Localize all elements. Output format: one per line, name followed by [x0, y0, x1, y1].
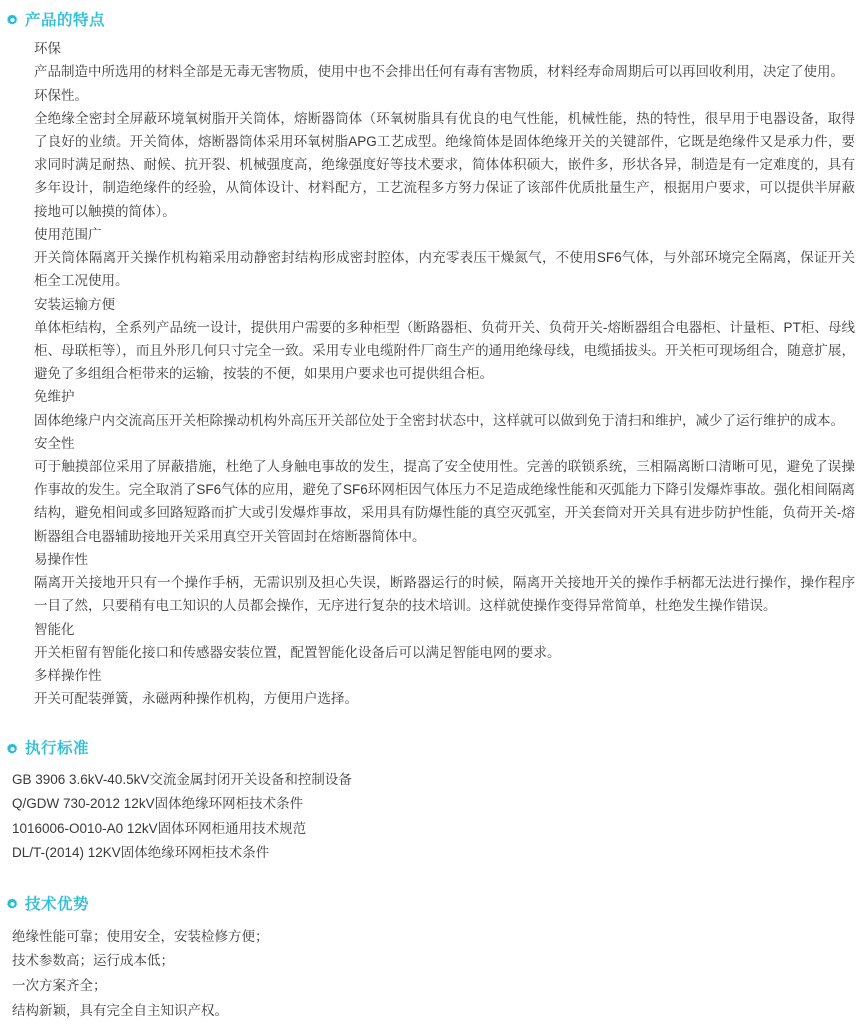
feature-paragraph: 开关柜留有智能化接口和传感器安装位置，配置智能化设备后可以满足智能电网的要求。 — [34, 644, 561, 660]
feature-subtitle: 使用范围广 — [34, 226, 102, 242]
spacer — [6, 866, 861, 892]
section-standards — [6, 736, 861, 865]
section-content — [6, 35, 861, 710]
section-title: 产品的特点 — [25, 12, 106, 29]
feature-paragraph: 固体绝缘户内交流高压开关柜除操动机构外高压开关部位处于全密封状态中，这样就可以做到免于清扫和维护，减少了运行维护的成本。 — [34, 412, 844, 428]
section-title: 执行标准 — [25, 740, 90, 758]
feature-paragraph: 开关筒体隔离开关操作机构箱采用动静密封结构形成密封腔体，内充零表压干燥氮气，不使用SF6气体，与外部环境完全隔离，保证开关柜全工况使用。 — [34, 250, 855, 289]
feature-subtitle: 安装运输方便 — [34, 296, 115, 312]
section-product-features — [6, 8, 861, 710]
spacer — [6, 710, 861, 736]
gear-icon — [6, 898, 19, 911]
section-heading — [6, 736, 861, 761]
section-heading — [6, 8, 861, 33]
gear-icon — [6, 14, 19, 27]
list-item: 结构新颖，具有完全自主知识产权。 — [12, 1002, 228, 1018]
feature-subtitle: 免维护 — [34, 389, 75, 405]
feature-paragraph: 隔离开关接地开只有一个操作手柄，无需识别及担心失误，断路器运行的时候，隔离开关接地开关的操作手柄都无法进行操作，操作程序一目了然，只要稍有电工知识的人员都会操作，无序进行复杂的技术培训。这样就使操作变得异常简单，杜绝发生操作错误。 — [34, 575, 855, 614]
feature-subtitle: 环保 — [34, 41, 61, 57]
feature-paragraph: 开关可配装弹簧，永磁两种操作机构，方便用户选择。 — [34, 691, 358, 707]
list-item: 绝缘性能可靠；使用安全，安装检修方便； — [12, 928, 269, 944]
standards-list — [6, 764, 861, 866]
feature-paragraph: 产品制造中所选用的材料全部是无毒无害物质，使用中也不会排出任何有毒有害物质，材料经寿命周期后可以再回收利用，决定了使用。 — [34, 64, 844, 80]
feature-subtitle: 多样操作性 — [34, 668, 102, 684]
section-heading — [6, 892, 861, 917]
feature-subtitle: 环保性。 — [34, 87, 88, 103]
feature-paragraph: 单体柜结构，全系列产品统一设计，提供用户需要的多种柜型（断路器柜、负荷开关、负荷开关-熔断器组合电器柜、计量柜、PT柜、母线柜、母联柜等），而且外形几何只寸完全一致。采用专业电缆附件厂商生产的通用绝缘母线，电缆插拔头。开关柜可现场组合，随意扩展，避免了多组组合柜带来的运输，按装的不便，如果用户要求也可提供组合柜。 — [34, 319, 855, 382]
gear-icon — [6, 743, 19, 756]
section-advantages — [6, 892, 861, 1023]
feature-subtitle: 易操作性 — [34, 551, 88, 567]
advantages-list — [6, 919, 861, 1023]
list-item: DL/T-(2014) 12KV固体绝缘环网柜技术条件 — [12, 845, 270, 861]
section-title: 技术优势 — [25, 895, 90, 913]
list-item: 一次方案齐全； — [12, 978, 107, 994]
list-item: GB 3906 3.6kV-40.5kV交流金属封闭开关设备和控制设备 — [12, 771, 352, 787]
feature-subtitle: 智能化 — [34, 621, 75, 637]
list-item: Q/GDW 730-2012 12kV固体绝缘环网柜技术条件 — [12, 796, 304, 812]
feature-paragraph: 可于触摸部位采用了屏蔽措施，杜绝了人身触电事故的发生，提高了安全使用性。完善的联锁系统，三相隔离断口清晰可见，避免了误操作事故的发生。完全取消了SF6气体的应用，避免了SF6环网柜因气体压力不足造成绝缘性能和灭弧能力下降引发爆炸事故。强化相间隔离结构，避免相间或多回路短路而扩大或引发爆炸事故，采用具有防爆性能的真空灭弧室，开关套筒对开关具有进步防护性能，负荷开关-熔断器组合电器辅助接地开关采用真空开关管固封在熔断器简体中。 — [34, 459, 855, 544]
list-item: 技术参数高；运行成本低； — [12, 953, 174, 969]
feature-subtitle: 安全性 — [34, 435, 75, 451]
feature-paragraph: 全绝缘全密封全屏蔽环境氧树脂开关筒体，熔断器筒体（环氧树脂具有优良的电气性能，机械性能，热的特性，很早用于电器设备，取得了良好的业绩。开关简体，熔断器筒体采用环氧树脂APG工艺成型。绝缘简体是固体绝缘开关的关键部件，它既是绝缘件又是承力件，要求同时满足耐热、耐候、抗开裂、机械强度高，绝缘强度好等技术要求，简体体积硕大，嵌件多，形状各异，制造是有一定难度的，具有多年设计，制造绝缘件的经验，从简体设计、材料配方，工艺流程多方努力保证了该部件优质批量生产，根据用户要求，可以提供半屏蔽接地可以触摸的简体）。 — [34, 110, 855, 219]
list-item: 1016006-O010-A0 12kV固体环网柜通用技术规范 — [12, 820, 307, 836]
